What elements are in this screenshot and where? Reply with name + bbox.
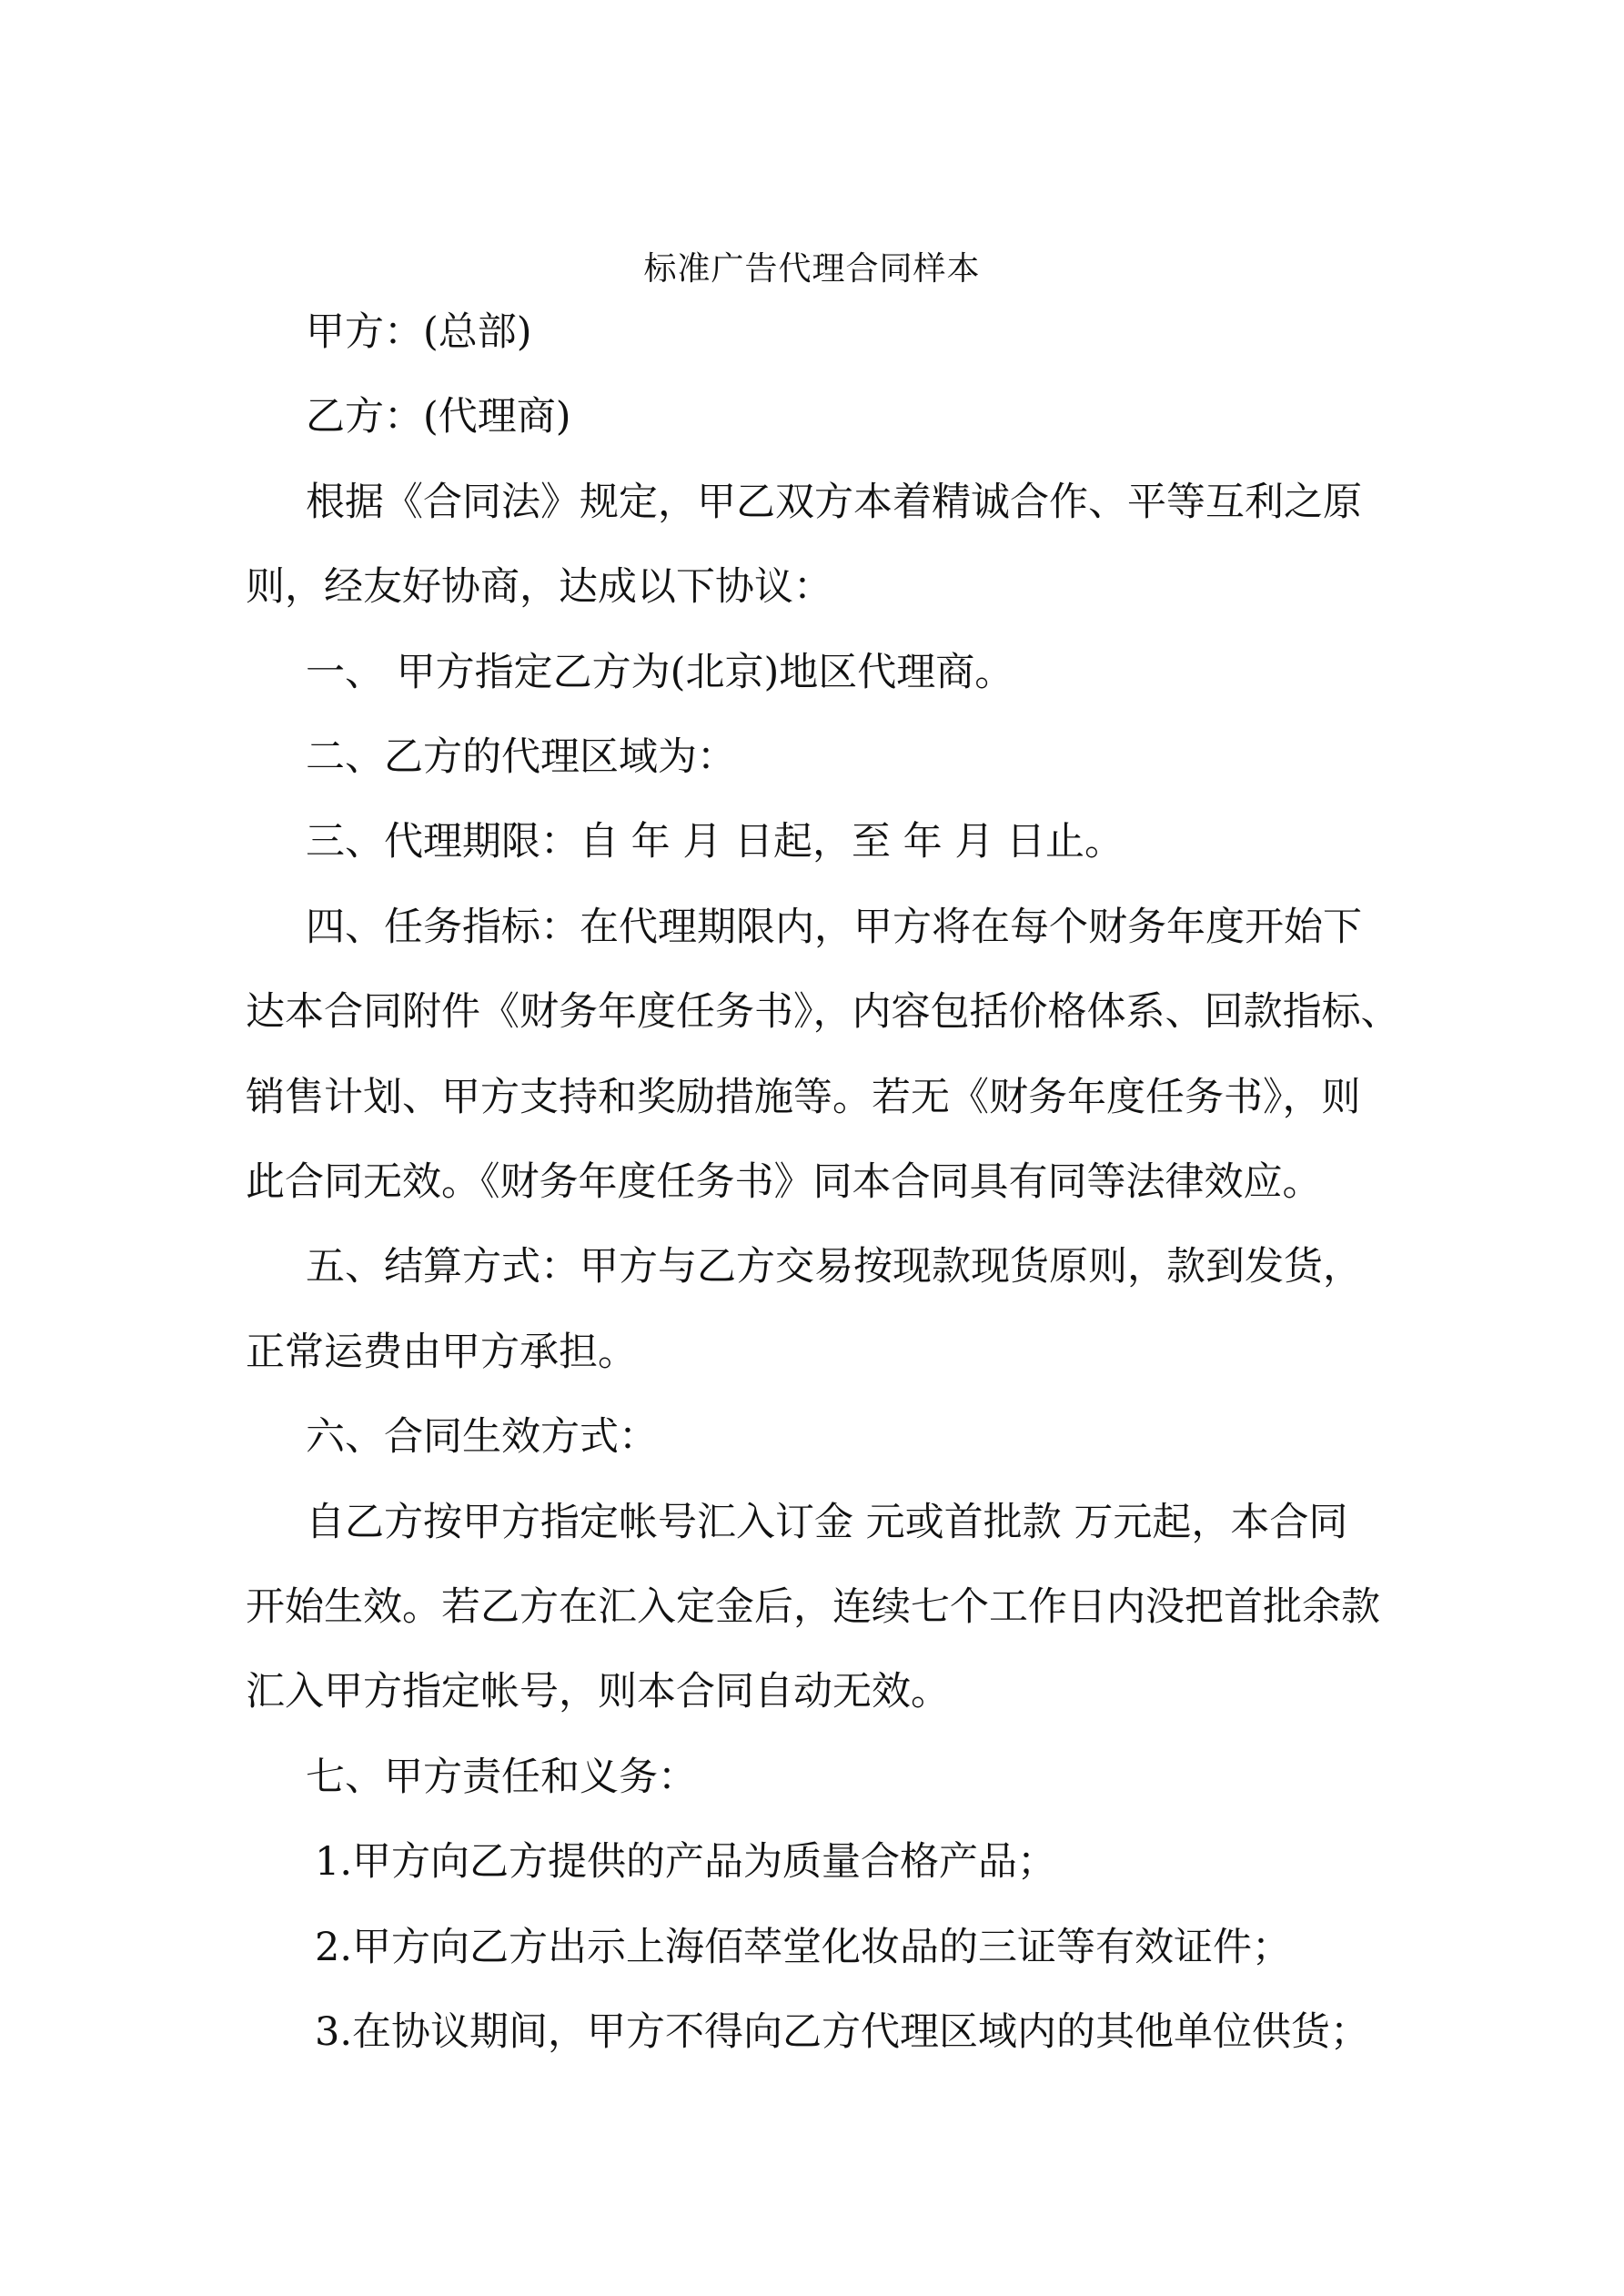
clause-6-body-line-3: 汇入甲方指定帐号，则本合同自动无效。: [246, 1669, 950, 1714]
clause-7-heading: 七、甲方责任和义务：: [306, 1755, 697, 1800]
clause-6-body-line-1: 自乙方按甲方指定帐号汇入订金 元或首批款 万元起，本合同: [306, 1500, 1348, 1545]
clause-7-item-2: 2.甲方向乙方出示上海佰萃堂化妆品的三证等有效证件；: [315, 1925, 1292, 1970]
clause-6-heading: 六、合同生效方式：: [306, 1414, 658, 1460]
clause-2: 二、乙方的代理区域为：: [306, 734, 736, 780]
clause-3: 三、代理期限：自 年 月 日起，至 年 月 日止。: [306, 819, 1125, 865]
clause-6-body-line-2: 开始生效。若乙方在汇入定金后，连续七个工作日内没把首批余款: [246, 1584, 1380, 1630]
clause-4-line-2: 达本合同附件《财务年度任务书》，内容包括价格体系、回款指标、: [246, 989, 1400, 1035]
clause-5-line-2: 正常运费由甲方承担。: [246, 1330, 637, 1375]
party-b-line: 乙方：(代理商): [306, 394, 571, 440]
clause-5-line-1: 五、结算方式：甲方与乙方交易按现款现货原则，款到发货，: [306, 1244, 1362, 1290]
clause-4-line-4: 此合同无效。《财务年度任务书》同本合同具有同等法律效应。: [246, 1159, 1322, 1205]
clause-4-line-3: 销售计划、甲方支持和奖励措施等。若无《财务年度任务书》，则: [246, 1075, 1361, 1120]
clause-7-item-3: 3.在协议期间，甲方不得向乙方代理区域内的其他单位供货；: [315, 2009, 1370, 2055]
party-a-line: 甲方：(总部): [306, 309, 532, 355]
document-title: 标准广告代理合同样本: [643, 250, 981, 288]
intro-paragraph-line-1: 根据《合同法》规定，甲乙双方本着精诚合作、平等互利之原: [306, 480, 1362, 525]
clause-7-item-1: 1.甲方向乙方提供的产品为质量合格产品；: [315, 1839, 1057, 1885]
clause-4-line-1: 四、任务指标：在代理期限内，甲方将在每个财务年度开始下: [306, 905, 1362, 950]
intro-paragraph-line-2: 则，经友好协商，达成以下协议：: [246, 564, 832, 610]
clause-1: 一、 甲方指定乙方为(北京)地区代理商。: [306, 650, 1014, 695]
